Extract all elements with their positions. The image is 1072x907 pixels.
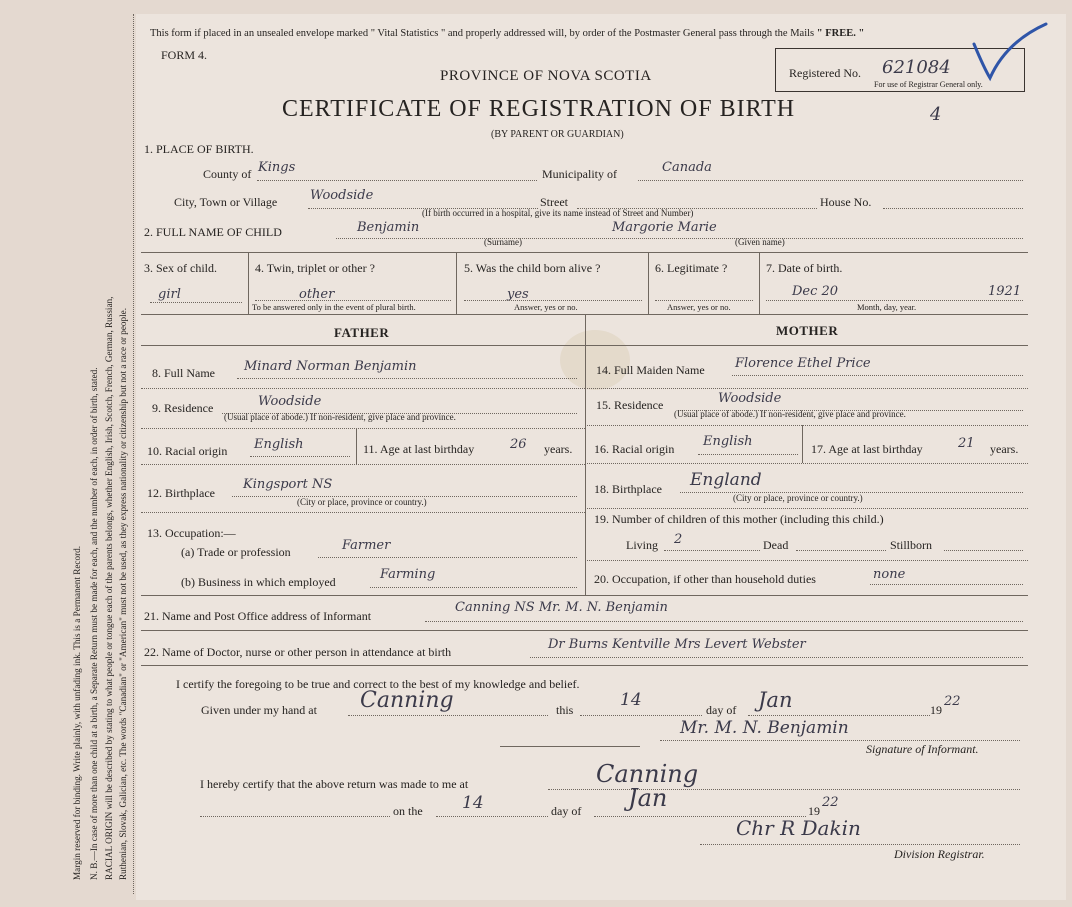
father-trade-label: (a) Trade or profession — [181, 545, 291, 559]
page-subtitle: (BY PARENT OR GUARDIAN) — [491, 129, 624, 140]
child-given-name: Margorie Marie — [612, 220, 717, 235]
mother-name: Florence Ethel Price — [735, 356, 871, 371]
father-name: Minard Norman Benjamin — [244, 359, 417, 374]
certify-year: 22 — [944, 694, 961, 709]
father-name-label: 8. Full Name — [152, 366, 215, 380]
mother-name-label: 14. Full Maiden Name — [596, 363, 705, 377]
father-heading: FATHER — [334, 325, 390, 340]
margin-note-binding: Margin reserved for binding. Write plainly, with unfading ink. This is a Permanent Record. — [72, 545, 82, 880]
registrar-signature-label: Division Registrar. — [894, 847, 985, 861]
registered-number: 621084 — [882, 57, 951, 78]
paper-stain — [560, 330, 630, 390]
father-age-label: 11. Age at last birthday — [363, 442, 475, 456]
sex-label: 3. Sex of child. — [144, 261, 217, 275]
alive-note: Answer, yes or no. — [514, 302, 578, 312]
form-number: FORM 4. — [161, 48, 208, 62]
mother-racial-label: 16. Racial origin — [594, 442, 675, 456]
given-name-note: (Given name) — [735, 237, 785, 247]
legitimate-note: Answer, yes or no. — [667, 302, 731, 312]
house-number-label: House No. — [820, 195, 872, 209]
postal-notice: This form if placed in an unsealed envelope marked " Vital Statistics " and properly addressed will, by order of the Postmaster General pass through the Mails " FREE. " — [150, 28, 865, 39]
surname-note: (Surname) — [484, 237, 522, 247]
margin-note-racial-origin-cont: Ruthenian, Slovak, Galician, etc. The words "Canadian" or "American" must not be used, as they express nationality or citizenship but not a race or people. — [118, 307, 128, 880]
father-age: 26 — [510, 437, 527, 452]
mother-birthplace-label: 18. Birthplace — [594, 482, 662, 496]
father-business: Farming — [380, 567, 436, 582]
father-birthplace-note: (City or place, province or country.) — [297, 497, 427, 507]
birth-date-label: 7. Date of birth. — [766, 261, 843, 275]
twin-value: other — [299, 287, 335, 302]
mother-age: 21 — [958, 436, 975, 451]
child-name-label: 2. FULL NAME OF CHILD — [144, 225, 282, 239]
county-label: County of — [203, 167, 252, 181]
mother-residence: Woodside — [718, 391, 782, 406]
city-value: Woodside — [310, 188, 374, 203]
child-surname: Benjamin — [357, 220, 420, 235]
mother-heading: MOTHER — [776, 323, 839, 338]
birth-date-value: Dec 20 — [792, 284, 839, 299]
checkmark-icon — [970, 22, 1050, 82]
mother-birthplace-note: (City or place, province or country.) — [733, 493, 863, 503]
stillborn-label: Stillborn — [890, 538, 933, 552]
municipality-value: Canada — [662, 160, 712, 175]
twin-label: 4. Twin, triplet or other ? — [255, 261, 375, 275]
certify-day: 14 — [620, 690, 642, 710]
informant-value: Canning NS Mr. M. N. Benjamin — [455, 600, 668, 615]
registrar-year-prefix: 19 — [808, 804, 820, 818]
father-birthplace-label: 12. Birthplace — [147, 486, 215, 500]
dead-label: Dead — [763, 538, 789, 552]
father-racial-origin: English — [254, 437, 304, 452]
living-count: 2 — [674, 532, 683, 547]
living-label: Living — [626, 538, 658, 552]
mother-racial-origin: English — [703, 434, 753, 449]
father-residence-label: 9. Residence — [152, 401, 214, 415]
father-residence-note: (Usual place of abode.) If non-resident, give place and province. — [224, 412, 456, 422]
alive-value: yes — [507, 287, 529, 302]
registrar-day: 14 — [462, 793, 484, 813]
father-years-label: years. — [544, 442, 573, 456]
certify-place: Canning — [360, 688, 454, 713]
twin-note: To be answered only in the event of plural birth. — [252, 302, 416, 312]
registrar-place: Canning — [596, 760, 699, 788]
margin-mark: 4 — [930, 104, 942, 125]
mother-residence-label: 15. Residence — [596, 398, 664, 412]
doctor-label: 22. Name of Doctor, nurse or other person in attendance at birth — [144, 645, 452, 659]
page-title: CERTIFICATE OF REGISTRATION OF BIRTH — [282, 96, 796, 122]
margin-note-racial-origin: RACIAL ORIGIN will be described by stating to what people or tongue each of the parents belongs, whether English, Irish, Scotch, French, German, Russian, — [104, 296, 114, 880]
children-count-label: 19. Number of children of this mother (including this child.) — [594, 512, 884, 526]
mother-birthplace: England — [690, 470, 762, 490]
registrar-day-of-label: day of — [551, 804, 582, 818]
on-the-label: on the — [393, 804, 423, 818]
registered-label: Registered No. — [789, 66, 861, 80]
birth-year-value: 1921 — [988, 284, 1022, 299]
registrar-month: Jan — [628, 784, 668, 812]
sex-value: girl — [158, 287, 181, 302]
informant-signature: Mr. M. N. Benjamin — [680, 718, 849, 738]
place-of-birth-heading: 1. PLACE OF BIRTH. — [144, 142, 254, 156]
given-under-hand-label: Given under my hand at — [201, 703, 317, 717]
margin-note-multiple-births: N. B.—In case of more than one child at a birth, a Separate Return must be made for each, and the number of each, in order of birth, stated. — [89, 367, 99, 880]
informant-signature-label: Signature of Informant. — [866, 742, 979, 756]
father-trade: Farmer — [342, 538, 391, 553]
father-business-label: (b) Business in which employed — [181, 575, 336, 589]
hospital-note: (If birth occurred in a hospital, give its name instead of Street and Number) — [422, 208, 694, 218]
registrar-signature: Chr R Dakin — [736, 816, 861, 840]
mother-occupation: none — [873, 567, 906, 582]
street-label: Street — [540, 195, 568, 209]
this-label: this — [556, 703, 574, 717]
father-occupation-label: 13. Occupation:— — [147, 526, 236, 540]
birth-date-note: Month, day, year. — [857, 302, 917, 312]
doctor-value: Dr Burns Kentville Mrs Levert Webster — [548, 637, 806, 652]
binding-margin-line — [133, 14, 134, 894]
alive-label: 5. Was the child born alive ? — [464, 261, 601, 275]
father-birthplace: Kingsport NS — [243, 477, 333, 492]
registrar-statement: I hereby certify that the above return was made to me at — [200, 777, 469, 791]
legitimate-label: 6. Legitimate ? — [655, 261, 728, 275]
day-of-label: day of — [706, 703, 737, 717]
mother-occupation-label: 20. Occupation, if other than household duties — [594, 572, 816, 586]
registrar-note: For use of Registrar General only. — [874, 80, 983, 89]
province-heading: PROVINCE OF NOVA SCOTIA — [440, 68, 652, 84]
mother-residence-note: (Usual place of abode.) If non-resident, give place and province. — [674, 409, 906, 419]
mother-years-label: years. — [990, 442, 1019, 456]
certify-year-prefix: 19 — [930, 703, 942, 717]
municipality-label: Municipality of — [542, 167, 617, 181]
father-racial-label: 10. Racial origin — [147, 444, 228, 458]
certify-month: Jan — [758, 688, 793, 712]
city-label: City, Town or Village — [174, 195, 278, 209]
registrar-year: 22 — [822, 795, 839, 810]
father-residence: Woodside — [258, 394, 322, 409]
informant-label: 21. Name and Post Office address of Informant — [144, 609, 372, 623]
certify-statement: I certify the foregoing to be true and correct to the best of my knowledge and belief. — [176, 677, 580, 691]
county-value: Kings — [258, 160, 296, 175]
mother-age-label: 17. Age at last birthday — [811, 442, 923, 456]
